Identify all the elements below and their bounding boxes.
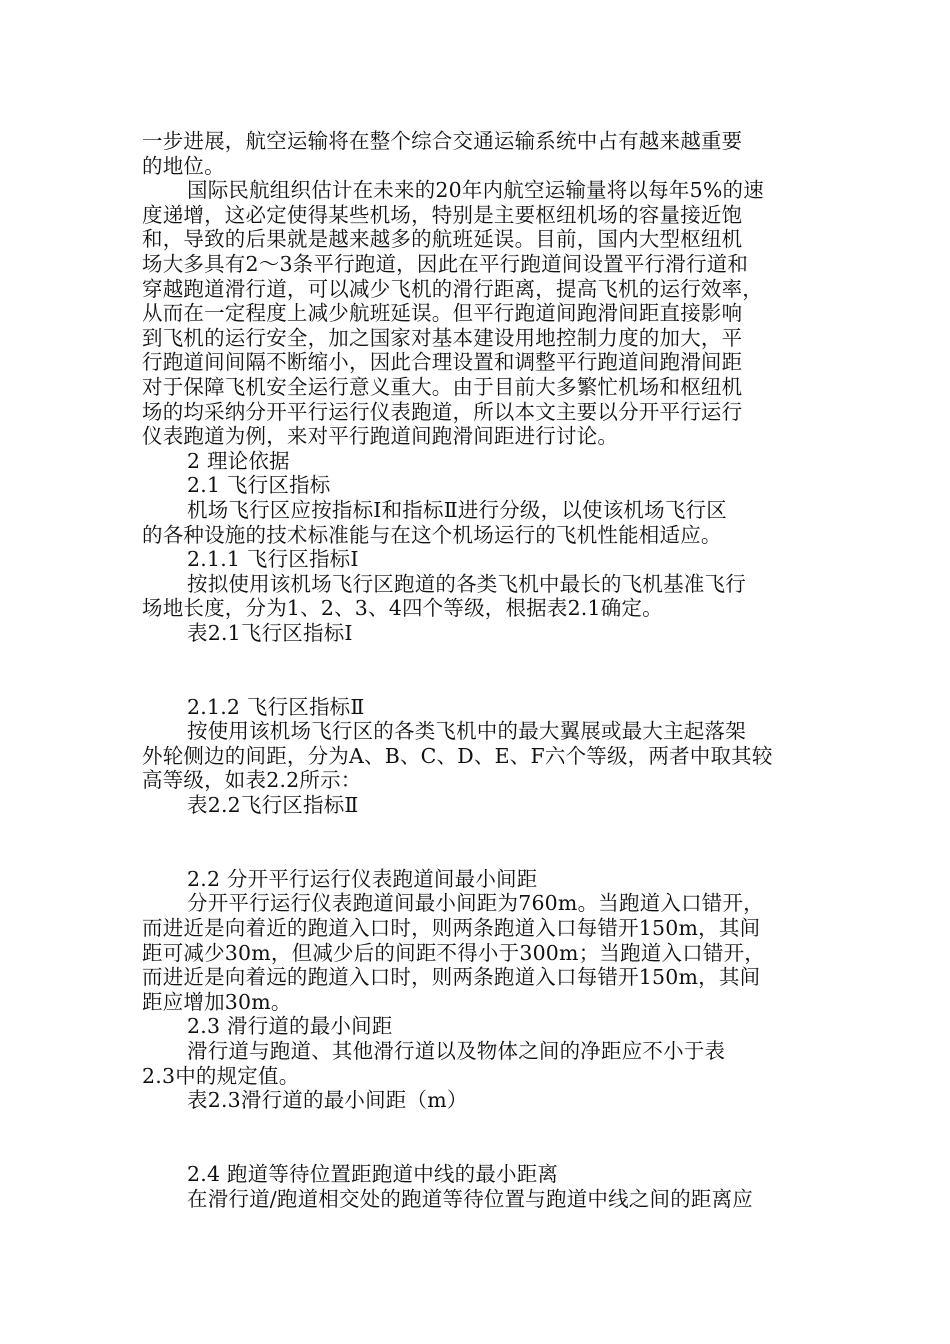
body-text-line: 国际民航组织估计在未来的20年内航空运输量将以每年5%的速 <box>187 178 764 203</box>
body-text-line: 穿越跑道滑行道，可以减少飞机的滑行距离，提高飞机的运行效率， <box>142 276 763 301</box>
body-text-line: 外轮侧边的间距，分为A、B、C、D、E、F六个等级，两者中取其较 <box>142 743 773 768</box>
body-text-line: 场大多具有2～3条平行跑道，因此在平行跑道间设置平行滑行道和 <box>142 251 749 276</box>
body-text-line: 2.3中的规定值。 <box>142 1063 300 1088</box>
body-text-line: 仪表跑道为例，来对平行跑道间跑滑间距进行讨论。 <box>142 424 619 449</box>
table-caption: 表2.3滑行道的最小间距（m） <box>187 1088 468 1113</box>
body-text-line: 按拟使用该机场飞行区跑道的各类飞机中最长的飞机基准飞行 <box>187 571 746 596</box>
body-text-line: 距可减少30m，但减少后的间距不得小于300m；当跑道入口错开， <box>142 940 765 965</box>
body-text-line: 按使用该机场飞行区的各类飞机中的最大翼展或最大主起落架 <box>187 719 746 744</box>
body-text-line: 分开平行运行仪表跑道间最小间距为760m。当跑道入口错开， <box>187 891 764 916</box>
section-heading: 2.1.1 飞行区指标Ⅰ <box>187 547 359 572</box>
body-text-line: 从而在一定程度上减少航班延误。但平行跑道间跑滑间距直接影响 <box>142 301 743 326</box>
body-text-line: 到飞机的运行安全，加之国家对基本建设用地控制力度的加大，平 <box>142 325 743 350</box>
body-text-line: 机场飞行区应按指标Ⅰ和指标Ⅱ进行分级，以使该机场飞行区 <box>187 497 727 522</box>
body-text-line: 和，导致的后果就是越来越多的航班延误。目前，国内大型枢纽机 <box>142 227 743 252</box>
section-heading: 2.4 跑道等待位置距跑道中线的最小距离 <box>187 1161 559 1186</box>
body-text-line: 对于保障飞机安全运行意义重大。由于目前大多繁忙机场和枢纽机 <box>142 374 743 399</box>
section-heading: 2 理论依据 <box>187 448 290 473</box>
body-text-line: 高等级，如表2.2所示： <box>142 768 362 793</box>
body-text-line: 的地位。 <box>142 153 225 178</box>
section-heading: 2.2 分开平行运行仪表跑道间最小间距 <box>187 866 538 891</box>
table-caption: 表2.2飞行区指标Ⅱ <box>187 793 359 818</box>
section-heading: 2.3 滑行道的最小间距 <box>187 1014 393 1039</box>
body-text-line: 的各种设施的技术标准能与在这个机场运行的飞机性能相适应。 <box>142 522 722 547</box>
body-text-line: 而进近是向着近的跑道入口时，则两条跑道入口每错开150m，其间 <box>142 916 761 940</box>
body-text-line: 行跑道间间隔不断缩小，因此合理设置和调整平行跑道间跑滑间距 <box>142 350 743 375</box>
body-text-line: 场的均采纳分开平行运行仪表跑道，所以本文主要以分开平行运行 <box>142 399 743 424</box>
body-text-line: 度递增，这必定使得某些机场，特别是主要枢纽机场的容量接近饱 <box>142 202 743 227</box>
table-caption: 表2.1飞行区指标Ⅰ <box>187 620 353 645</box>
section-heading: 2.1 飞行区指标 <box>187 473 331 498</box>
table-placeholder <box>142 818 808 867</box>
body-text-line: 一步进展，航空运输将在整个综合交通运输系统中占有越来越重要 <box>142 129 743 153</box>
body-text-line: 场地长度，分为1、2、3、4四个等级，根据表2.1确定。 <box>142 596 663 621</box>
section-heading: 2.1.2 飞行区指标Ⅱ <box>187 694 365 719</box>
body-text-line: 距应增加30m。 <box>142 989 292 1014</box>
body-text-line: 而进近是向着远的跑道入口时，则两条跑道入口每错开150m，其间 <box>142 965 761 990</box>
table-placeholder <box>142 1113 808 1162</box>
table-placeholder <box>142 645 808 694</box>
document-page <box>142 129 808 1211</box>
body-text-line: 在滑行道/跑道相交处的跑道等待位置与跑道中线之间的距离应 <box>187 1186 754 1211</box>
body-text-line: 滑行道与跑道、其他滑行道以及物体之间的净距应不小于表 <box>187 1038 726 1063</box>
